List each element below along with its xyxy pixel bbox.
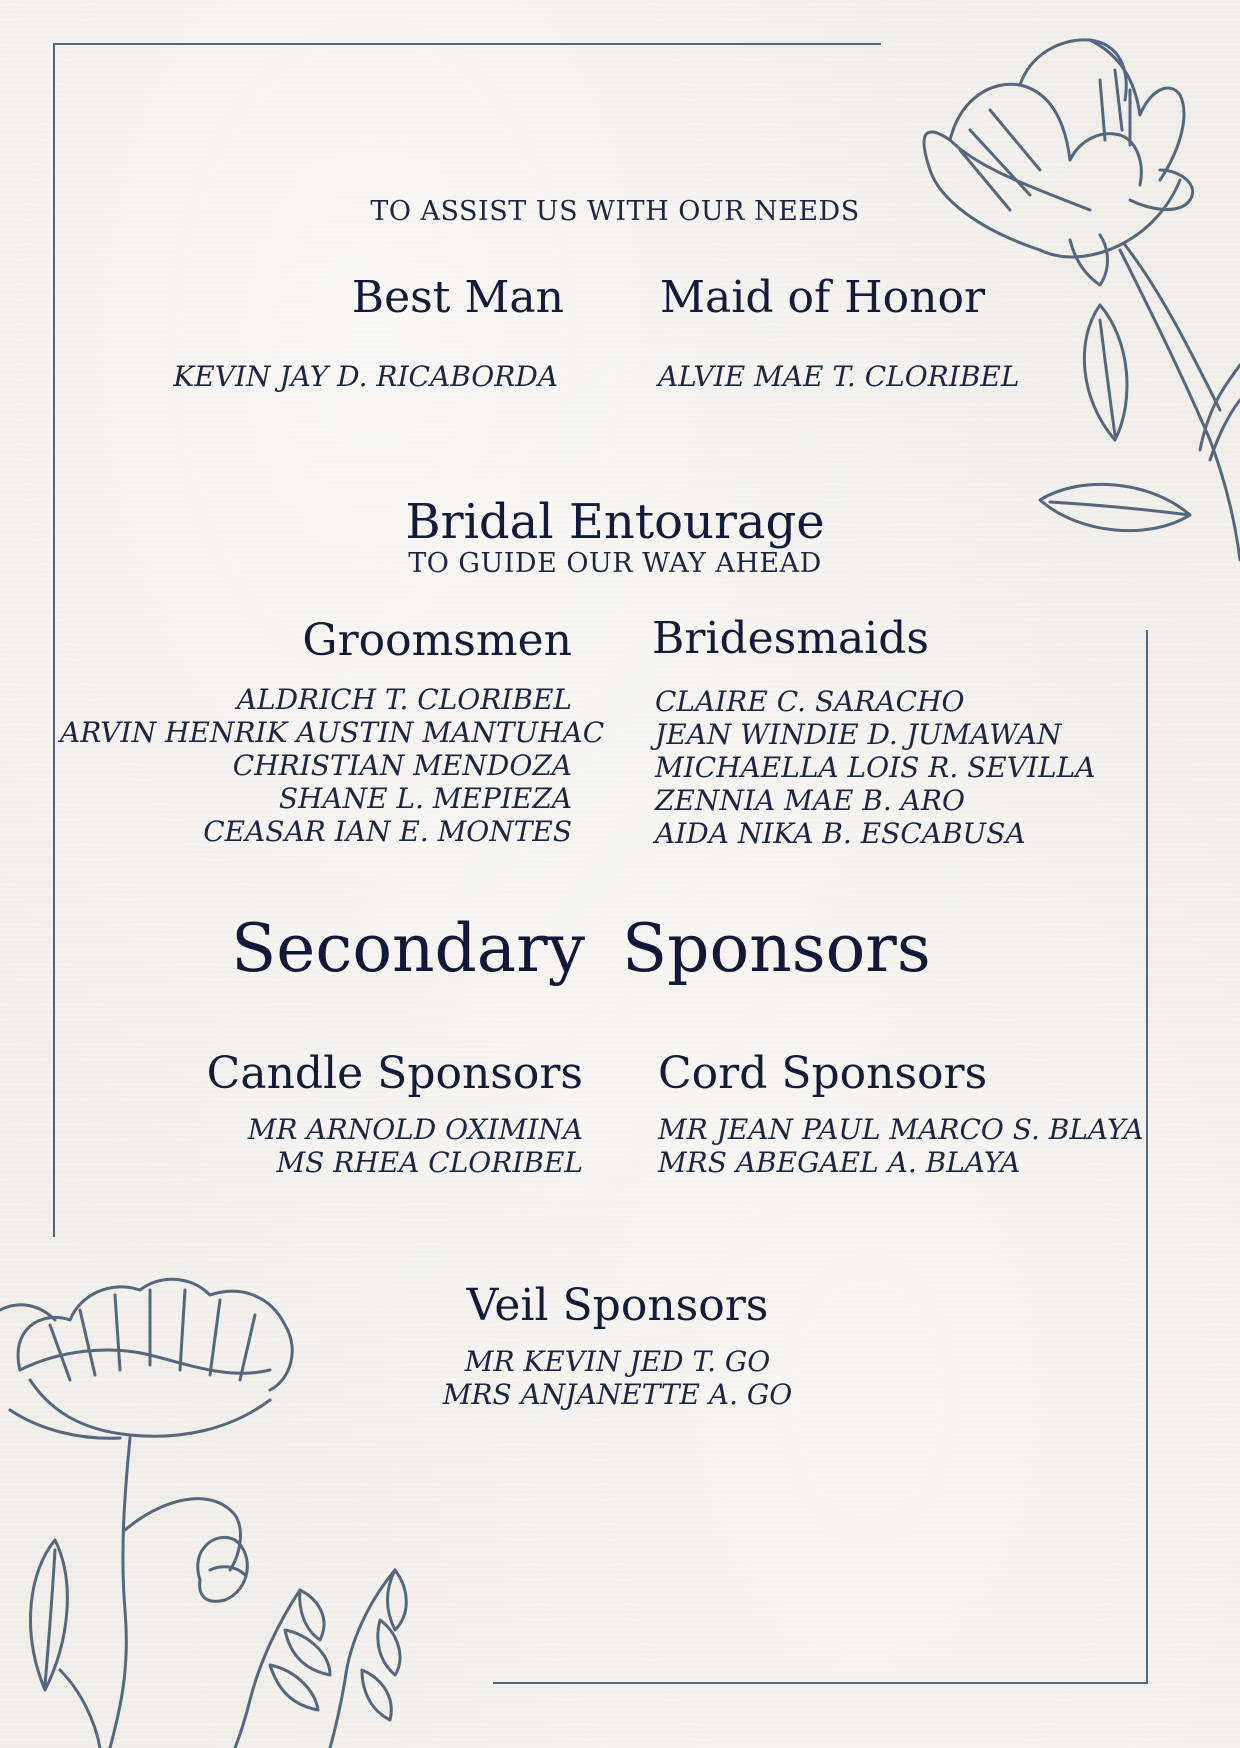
flower-illustration-icon bbox=[0, 1270, 440, 1748]
maid-of-honor-name: ALVIE MAE T. CLORIBEL bbox=[658, 360, 1020, 393]
veil-sponsors-list bbox=[380, 1345, 855, 1411]
list-item: CLAIRE C. SARACHO bbox=[655, 685, 965, 718]
maid-of-honor-role: Maid of Honor bbox=[660, 272, 985, 323]
list-item: MR ARNOLD OXIMINA bbox=[247, 1113, 583, 1146]
cord-sponsors-role: Cord Sponsors bbox=[658, 1048, 988, 1099]
bridesmaids-list bbox=[655, 685, 1095, 850]
list-item: MR KEVIN JED T. GO bbox=[464, 1345, 771, 1378]
best-man-name: KEVIN JAY D. RICABORDA bbox=[173, 360, 558, 393]
list-item: ALDRICH T. CLORIBEL bbox=[236, 683, 572, 716]
best-man-role: Best Man bbox=[351, 272, 564, 323]
groomsmen-role: Groomsmen bbox=[302, 615, 572, 666]
needs-heading: TO ASSIST US WITH OUR NEEDS bbox=[370, 196, 860, 227]
list-item: SHANE L. MEPIEZA bbox=[278, 782, 572, 815]
list-item: MS RHEA CLORIBEL bbox=[276, 1146, 583, 1179]
candle-sponsors-role: Candle Sponsors bbox=[206, 1048, 583, 1099]
list-item: ZENNIA MAE B. ARO bbox=[655, 784, 965, 817]
list-item: ARVIN HENRIK AUSTIN MANTUHAC bbox=[60, 716, 605, 749]
veil-sponsors-role: Veil Sponsors bbox=[466, 1280, 769, 1331]
list-item: MRS ANJANETTE A. GO bbox=[442, 1378, 793, 1411]
frame-top-line bbox=[53, 43, 881, 45]
list-item: AIDA NIKA B. ESCABUSA bbox=[655, 817, 1026, 850]
list-item: CEASAR IAN E. MONTES bbox=[203, 815, 572, 848]
frame-bottom-line bbox=[493, 1682, 1148, 1684]
candle-sponsors-list bbox=[180, 1113, 583, 1179]
list-item: CHRISTIAN MENDOZA bbox=[232, 749, 572, 782]
entourage-title: Bridal Entourage bbox=[405, 494, 825, 550]
list-item: JEAN WINDIE D. JUMAWAN bbox=[655, 718, 1062, 751]
list-item: MR JEAN PAUL MARCO S. BLAYA bbox=[658, 1113, 1144, 1146]
frame-right-line bbox=[1146, 630, 1148, 1683]
list-item: MRS ABEGAEL A. BLAYA bbox=[658, 1146, 1021, 1179]
list-item: MICHAELLA LOIS R. SEVILLA bbox=[655, 751, 1096, 784]
cord-sponsors-list bbox=[658, 1113, 1144, 1179]
frame-left-line bbox=[53, 43, 55, 1237]
secondary-sponsors-title-left: Secondary bbox=[231, 910, 585, 987]
entourage-subtitle: TO GUIDE OUR WAY AHEAD bbox=[408, 548, 822, 579]
bridesmaids-role: Bridesmaids bbox=[652, 613, 929, 664]
secondary-sponsors-title-right: Sponsors bbox=[622, 910, 931, 987]
groomsmen-list bbox=[60, 683, 605, 848]
